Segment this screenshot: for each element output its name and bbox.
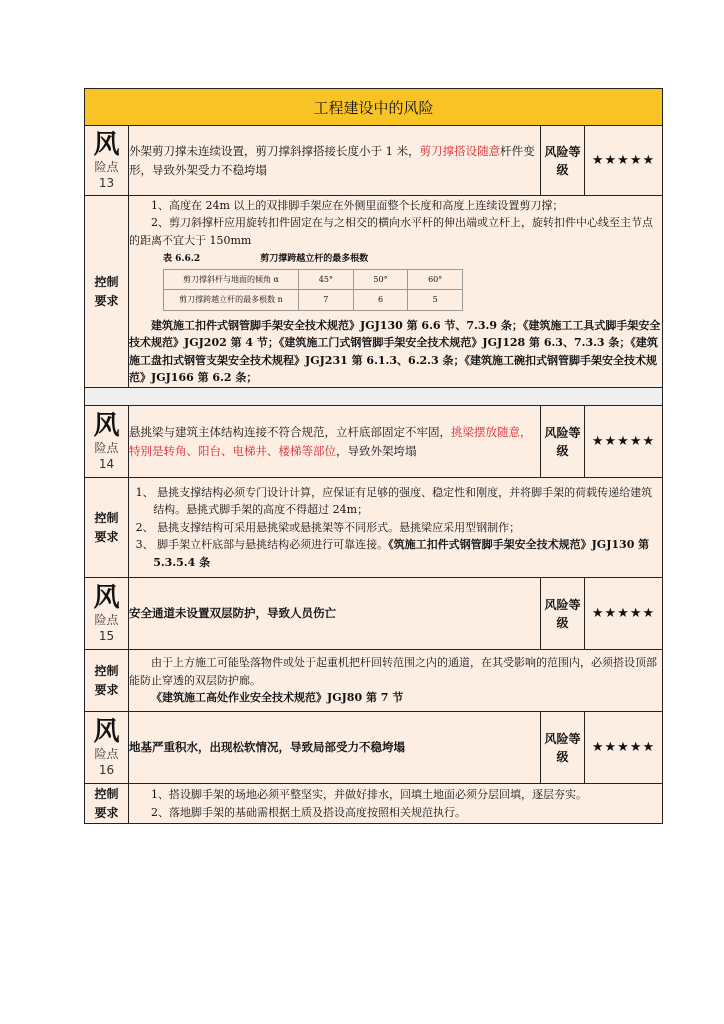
risk-table bbox=[84, 88, 663, 824]
inner-cell: 剪刀撑斜杆与地面的倾角 α bbox=[164, 269, 299, 290]
risk-char-small: 险点 bbox=[94, 440, 119, 455]
risk-stars: ★★★★★ bbox=[585, 406, 663, 478]
risk-id-cell bbox=[85, 578, 129, 650]
risk-number: 15 bbox=[98, 628, 115, 643]
control-standard: 《建筑施工高处作业安全技术规范》JGJ80 第 7 节 bbox=[151, 691, 404, 705]
risk-description bbox=[129, 126, 541, 196]
risk-number: 14 bbox=[98, 456, 115, 471]
control-label: 控制要求 bbox=[85, 478, 129, 578]
control-content bbox=[129, 650, 663, 712]
control-line: 1、高度在 24m 以上的双排脚手架应在外侧里面整个长度和高度上连续设置剪刀撑； bbox=[151, 198, 564, 212]
risk-number: 16 bbox=[98, 762, 115, 777]
document-page bbox=[84, 88, 662, 824]
control-line: 2、 悬挑支撑结构可采用悬挑梁或悬挑架等不同形式。悬挑梁应采用型钢制作； bbox=[135, 520, 521, 534]
risk-char: 风 bbox=[93, 716, 120, 747]
risk-id-cell bbox=[85, 406, 129, 478]
risk-level-label: 风险等级 bbox=[541, 406, 585, 478]
risk-stars: ★★★★★ bbox=[585, 712, 663, 784]
inner-table-block bbox=[163, 251, 662, 311]
control-line: 2、剪刀斜撑杆应用旋转扣件固定在与之相交的横向水平杆的伸出端或立杆上，旋转扣件中心线至主节点的距离不宜大于 150mm bbox=[129, 216, 653, 247]
inner-cell: 6 bbox=[353, 290, 408, 311]
inner-cell: 7 bbox=[299, 290, 354, 311]
control-label: 控制要求 bbox=[85, 196, 129, 388]
control-standard: 建筑施工扣件式钢管脚手架安全技术规范》JGJ130 第 6.6 节、7.3.9 条；《建筑施工工具式脚手架安全技术规范》JGJ202 第 4 节；《建筑施工门式钢管脚手架安全技术规范》JGJ128 第 6.3、7.3.3 条；《建筑施工盘扣式钢管支架安全技术规程》JGJ231 第 6.1.3、6.2.3 条；《建筑施工碗扣式钢管脚手架安全技术规范》JGJ166 第 6.2 条； bbox=[129, 318, 661, 384]
risk-description: 地基严重积水，出现松软情况，导致局部受力不稳垮塌 bbox=[129, 712, 541, 784]
control-line: 1、搭设脚手架的场地必须平整坚实，并做好排水，回填土地面必须分层回填，逐层夯实。 bbox=[151, 788, 587, 801]
inner-table bbox=[163, 269, 463, 311]
risk-stars: ★★★★★ bbox=[585, 578, 663, 650]
control-label: 控制要求 bbox=[85, 784, 129, 824]
risk-char: 风 bbox=[93, 582, 120, 613]
inner-cell: 5 bbox=[408, 290, 463, 311]
control-content bbox=[129, 784, 663, 824]
risk-char-small: 险点 bbox=[94, 746, 119, 761]
desc-highlight: 剪刀撑搭设随意 bbox=[419, 143, 501, 158]
desc-text: ，导致外架垮塌 bbox=[336, 443, 417, 458]
table-title: 工程建设中的风险 bbox=[85, 89, 663, 126]
risk-description bbox=[129, 406, 541, 478]
inner-cell: 剪刀撑跨越立杆的最多根数 n bbox=[164, 290, 299, 311]
control-line: 由于上方施工可能坠落物件或处于起重机把杆回转范围之内的通道，在其受影响的范围内，必须搭设顶部能防止穿透的双层防护廊。 bbox=[129, 656, 657, 687]
risk-char-small: 险点 bbox=[94, 612, 119, 627]
desc-text: 杆件变形，导致外架受力不稳垮塌 bbox=[129, 143, 535, 177]
inner-cell: 60° bbox=[408, 269, 463, 290]
inner-cell: 50° bbox=[353, 269, 408, 290]
risk-id-cell bbox=[85, 712, 129, 784]
inner-table-caption: 表 6.6.2 剪刀撑跨越立杆的最多根数 bbox=[163, 254, 369, 264]
risk-stars: ★★★★★ bbox=[585, 126, 663, 196]
risk-description: 安全通道未设置双层防护，导致人员伤亡 bbox=[129, 578, 541, 650]
risk-level-label: 风险等级 bbox=[541, 126, 585, 196]
risk-level-label: 风险等级 bbox=[541, 712, 585, 784]
risk-char-small: 险点 bbox=[94, 159, 119, 174]
risk-id-cell bbox=[85, 126, 129, 196]
risk-number: 13 bbox=[98, 175, 115, 190]
risk-char: 风 bbox=[93, 129, 120, 160]
desc-text: 外架剪刀撑未连续设置，剪刀撑斜撑搭接长度小于 1 米， bbox=[129, 143, 420, 158]
desc-text: 悬挑梁与建筑主体结构连接不符合规范，立杆底部固定不牢固， bbox=[129, 424, 451, 439]
spacer-row bbox=[85, 388, 663, 406]
control-line: 1、 悬挑支撑结构必须专门设计计算，应保证有足够的强度、稳定性和刚度，并将脚手架的荷载传递给建筑结构。悬挑式脚手架的高度不得超过 24m； bbox=[135, 485, 653, 517]
control-line: 3、 脚手架立杆底部与悬挑结构必须进行可靠连接。《筑施工扣件式钢管脚手架安全技术规范》JGJ130 第 5.3.5.4 条 bbox=[135, 538, 650, 569]
control-label: 控制要求 bbox=[85, 650, 129, 712]
inner-cell: 45° bbox=[299, 269, 354, 290]
risk-level-label: 风险等级 bbox=[541, 578, 585, 650]
risk-char: 风 bbox=[93, 410, 120, 441]
desc-highlight: 挑梁摆放随意，特别是转角、阳台、电梯井、楼梯等部位 bbox=[129, 424, 532, 458]
control-content bbox=[129, 478, 663, 578]
control-line: 2、落地脚手架的基础需根据土质及搭设高度按照相关规范执行。 bbox=[151, 805, 466, 819]
control-content bbox=[129, 196, 663, 388]
